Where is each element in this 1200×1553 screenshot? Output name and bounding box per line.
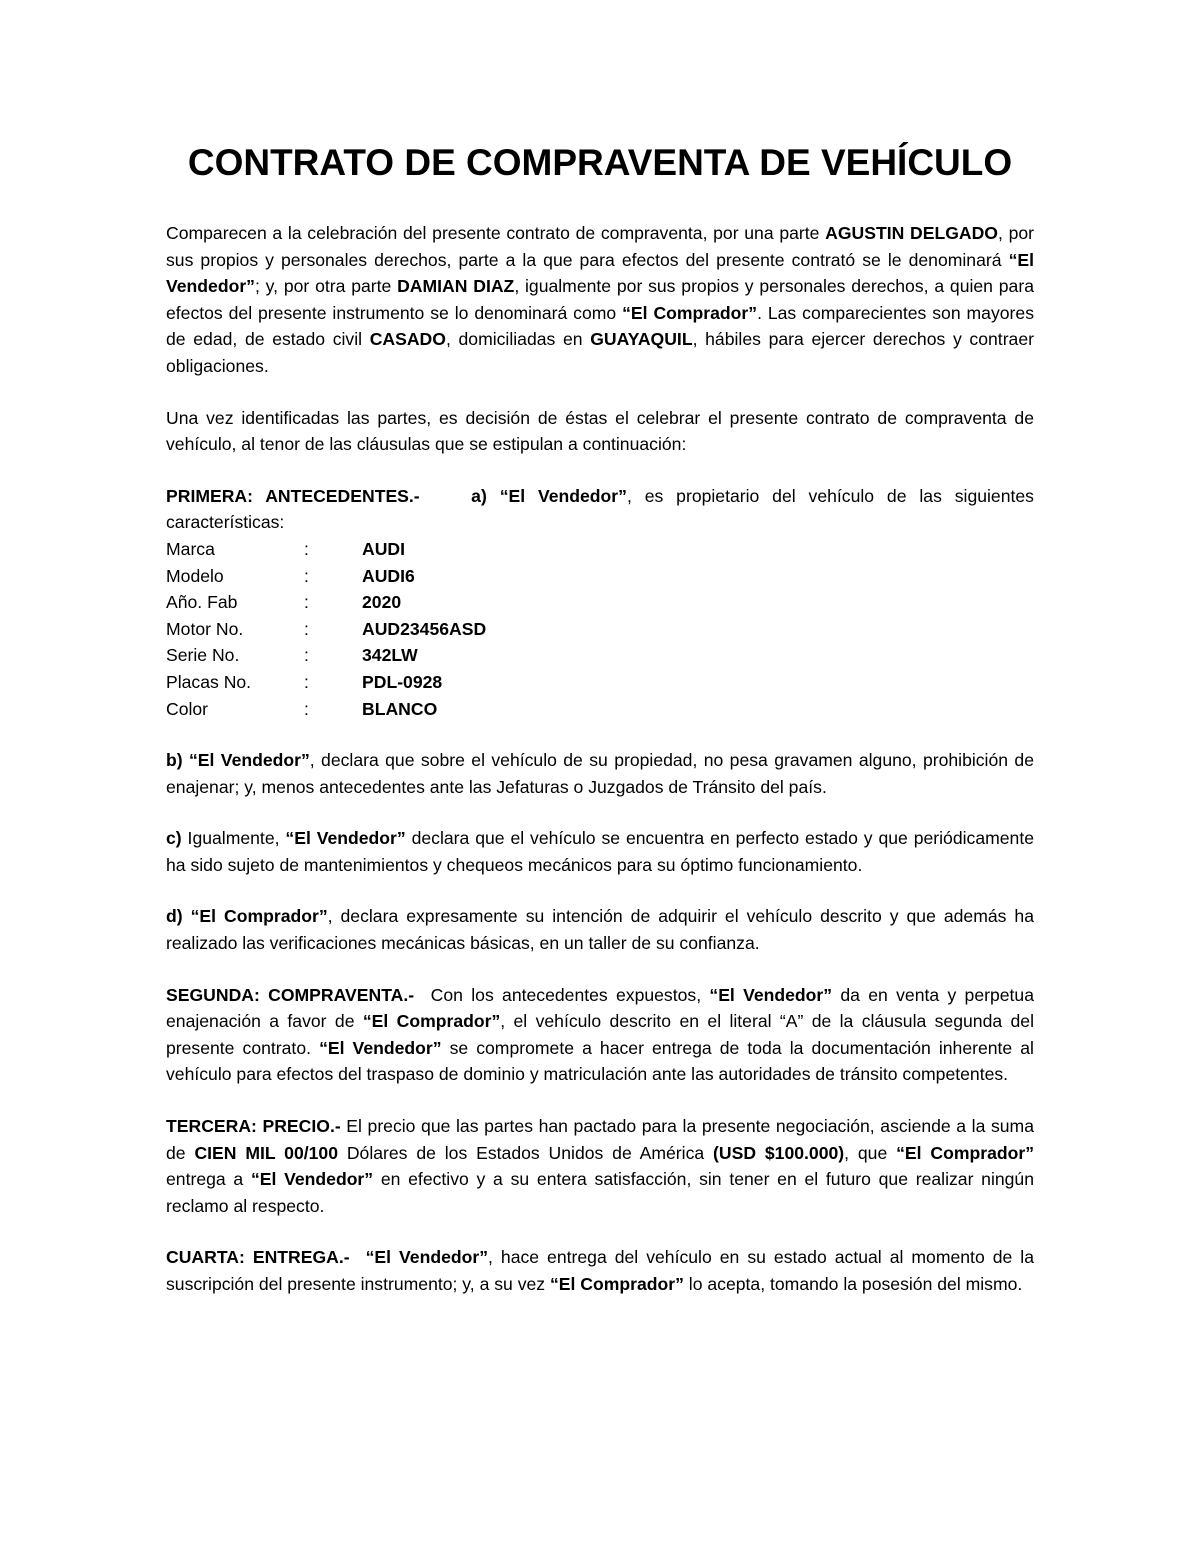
seller-alias: “El Vendedor” — [250, 1169, 374, 1190]
spec-label: Motor No. — [166, 618, 244, 639]
text-span: , domiciliadas en — [445, 329, 591, 350]
spec-value: AUDI — [362, 538, 406, 559]
clause-heading: SEGUNDA: COMPRAVENTA.- — [166, 984, 415, 1005]
clause-segunda — [166, 982, 1034, 1088]
seller-alias: “El Vendedor” — [285, 828, 406, 849]
city: GUAYAQUIL — [590, 329, 693, 350]
spec-value: PDL-0928 — [362, 671, 443, 692]
spec-colon: : — [304, 538, 309, 559]
seller-alias: “El Vendedor” — [189, 750, 310, 771]
buyer-name: DAMIAN DIAZ — [397, 276, 515, 297]
spec-row — [166, 589, 486, 616]
text-span: , que — [844, 1142, 897, 1163]
spec-colon: : — [304, 618, 309, 639]
text-span: , igualmente por sus propios y personales derechos, a quien para efectos del presente instrumento se lo denominará como — [166, 276, 1034, 323]
spec-colon: : — [304, 565, 309, 586]
spec-value: 342LW — [362, 645, 418, 666]
document-body — [166, 220, 1034, 1323]
text-span: Dólares de los Estados Unidos de América — [337, 1142, 714, 1163]
buyer-alias: “El Comprador” — [896, 1142, 1034, 1163]
buyer-alias: “El Comprador” — [622, 302, 758, 323]
text-span: , hábiles para ejercer derechos y contraer obligaciones. — [166, 329, 1034, 376]
text-span: , declara que sobre el vehículo de su propiedad, no pesa gravamen alguno, prohibición de enajenar; y, menos antecedentes ante las Jefaturas o Juzgados de Tránsito del país. — [166, 750, 1034, 797]
text-span: Igualmente, — [181, 828, 286, 849]
spec-value: 2020 — [362, 592, 402, 613]
text-span: declara que el vehículo se encuentra en perfecto estado y que periódicamente ha sido sujeto de mantenimientos y chequeos mecánicos para su óptimo funcionamiento. — [166, 828, 1035, 875]
text-span: Comparecen a la celebración del presente contrato de compraventa, por una parte — [166, 223, 826, 243]
clause-primera-b — [166, 747, 1034, 800]
clause-primera-a — [166, 483, 1034, 536]
spec-colon: : — [304, 671, 309, 692]
seller-alias: “El Vendedor” — [709, 984, 833, 1005]
clause-heading: TERCERA: PRECIO.- — [166, 1116, 341, 1137]
document-title: CONTRATO DE COMPRAVENTA DE VEHÍCULO — [187, 142, 1013, 183]
text-span: , el vehículo descrito en el literal “A” de la cláusula segunda del presente contrato. — [166, 1011, 1034, 1058]
spec-value: AUDI6 — [362, 565, 415, 586]
spec-label: Año. Fab — [166, 592, 238, 613]
item-label: b) — [166, 750, 183, 771]
clause-cuarta — [166, 1244, 1034, 1297]
seller-alias: “El Vendedor” — [365, 1247, 489, 1268]
spec-row — [166, 669, 486, 696]
document-page — [166, 0, 1034, 1553]
buyer-alias: “El Comprador” — [362, 1011, 501, 1032]
spec-label: Placas No. — [166, 671, 252, 692]
seller-alias: “El Vendedor” — [499, 485, 627, 506]
text-span: en efectivo y a su entera satisfacción, sin tener en el futuro que realizar ningún reclamo al respecto. — [166, 1169, 1035, 1216]
civil-status: CASADO — [369, 329, 446, 350]
seller-name: AGUSTIN DELGADO — [825, 223, 998, 243]
clause-primera-d — [166, 903, 1034, 956]
text-span: lo acepta, tomando la posesión del mismo. — [683, 1274, 1023, 1294]
spec-label: Color — [166, 698, 209, 719]
spec-value: BLANCO — [362, 698, 438, 719]
item-label: a) — [471, 485, 487, 506]
text-span: se compromete a hacer entrega de toda la documentación inherente al vehículo para efectos del traspaso de dominio y matriculación ante las autoridades de tránsito competentes. — [166, 1037, 1034, 1085]
spec-row — [166, 696, 486, 723]
seller-alias: “El Vendedor” — [166, 249, 1034, 297]
text-span: , es propietario del vehículo de las siguientes características: — [166, 485, 1034, 533]
spec-colon: : — [304, 592, 309, 613]
clause-heading: PRIMERA: ANTECEDENTES.- — [166, 485, 420, 506]
seller-alias: “El Vendedor” — [319, 1037, 442, 1058]
item-label: d) — [166, 906, 183, 927]
text-span: , declara expresamente su intención de adquirir el vehículo descrito y que además ha realizado las verificaciones mecánicas básicas, en un taller de su confianza. — [166, 906, 1035, 954]
text-span — [350, 1247, 366, 1267]
buyer-alias: “El Comprador” — [190, 906, 328, 927]
text-span: . Las comparecientes son mayores de edad, de estado civil — [166, 302, 1034, 350]
clause-primera-c — [166, 825, 1034, 878]
clause-tercera — [166, 1113, 1034, 1219]
text-span: ; y, por otra parte — [254, 276, 398, 297]
spec-row — [166, 616, 486, 643]
spec-row — [166, 536, 486, 563]
item-label: c) — [166, 828, 182, 849]
spec-label: Serie No. — [166, 645, 240, 666]
text-span: entrega a — [166, 1169, 251, 1190]
text-span: da en venta y perpetua enajenación a favor de — [166, 984, 1034, 1032]
text-span: , por sus propios y personales derechos, parte a la que para efectos del presente contrató se le denominará — [166, 223, 1034, 270]
intro-paragraph — [166, 220, 1034, 380]
amount-words: CIEN MIL 00/100 — [194, 1142, 338, 1163]
spec-row — [166, 563, 486, 590]
spec-colon: : — [304, 698, 309, 719]
clause-heading: CUARTA: ENTREGA.- — [166, 1247, 350, 1268]
amount-number: (USD $100.000) — [713, 1142, 845, 1163]
identification-paragraph: Una vez identificadas las partes, es decisión de éstas el celebrar el presente contrato de compraventa de vehículo, al tenor de las cláusulas que se estipulan a continuación: — [166, 407, 1034, 455]
spec-label: Marca — [166, 538, 215, 559]
text-span: Con los antecedentes expuestos, — [414, 984, 710, 1005]
spec-colon: : — [304, 645, 309, 666]
text-span: , hace entrega del vehículo en su estado actual al momento de la suscripción del presente instrumento; y, a su vez — [166, 1247, 1034, 1294]
spec-row — [166, 642, 486, 669]
buyer-alias: “El Comprador” — [550, 1274, 684, 1294]
spec-label: Modelo — [166, 565, 224, 586]
vehicle-specs-table — [166, 536, 486, 722]
text-span: El precio que las partes han pactado para la presente negociación, asciende a la suma de — [166, 1116, 1034, 1163]
spec-value: AUD23456ASD — [362, 618, 487, 639]
